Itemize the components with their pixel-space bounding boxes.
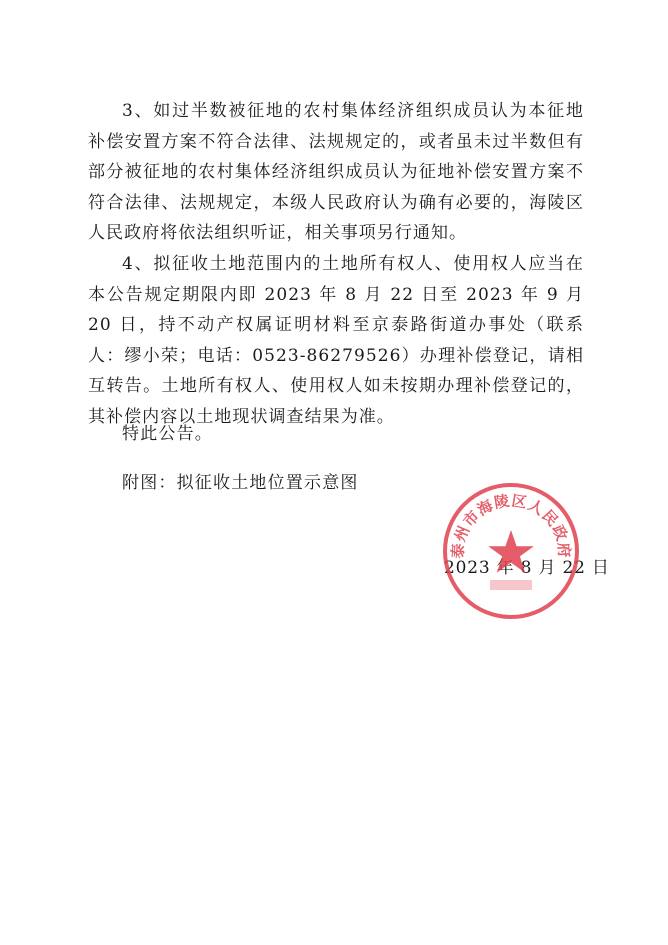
closing-notice: 特此公告。 [122, 424, 213, 444]
star-icon [488, 530, 534, 573]
attachment-label: 附图：拟征收土地位置示意图 [122, 473, 359, 493]
official-seal [440, 480, 582, 622]
paragraph-3 [88, 96, 584, 249]
issue-date: 2023 年 8 月 22 日 [444, 558, 610, 578]
paragraph-4 [88, 249, 584, 432]
svg-text:泰州市海陵区人民政府: 泰州市海陵区人民政府 [448, 491, 574, 560]
paragraph-3-text: 3、如过半数被征地的农村集体经济组织成员认为本征地补偿安置方案不符合法律、法规规定的，或者虽未过半数但有部分被征地的农村集体经济组织成员认为征地补偿安置方案不符合法律、法规规定，本级人民政府认为确有必要的，海陵区人民政府将依法组织听证，相关事项另行通知。 [88, 101, 584, 243]
paragraph-4-text: 4、拟征收土地范围内的土地所有权人、使用权人应当在本公告规定期限内即 2023 年 8 月 22 日至 2023 年 9 月 20 日，持不动产权属证明材料至京泰路街道办事处（联系人：缪小荣；电话：0523-86279526）办理补偿登记，请相互转告。土地所有权人、使用权人如未按期办理补偿登记的，其补偿内容以土地现状调查结果为准。 [88, 254, 584, 427]
